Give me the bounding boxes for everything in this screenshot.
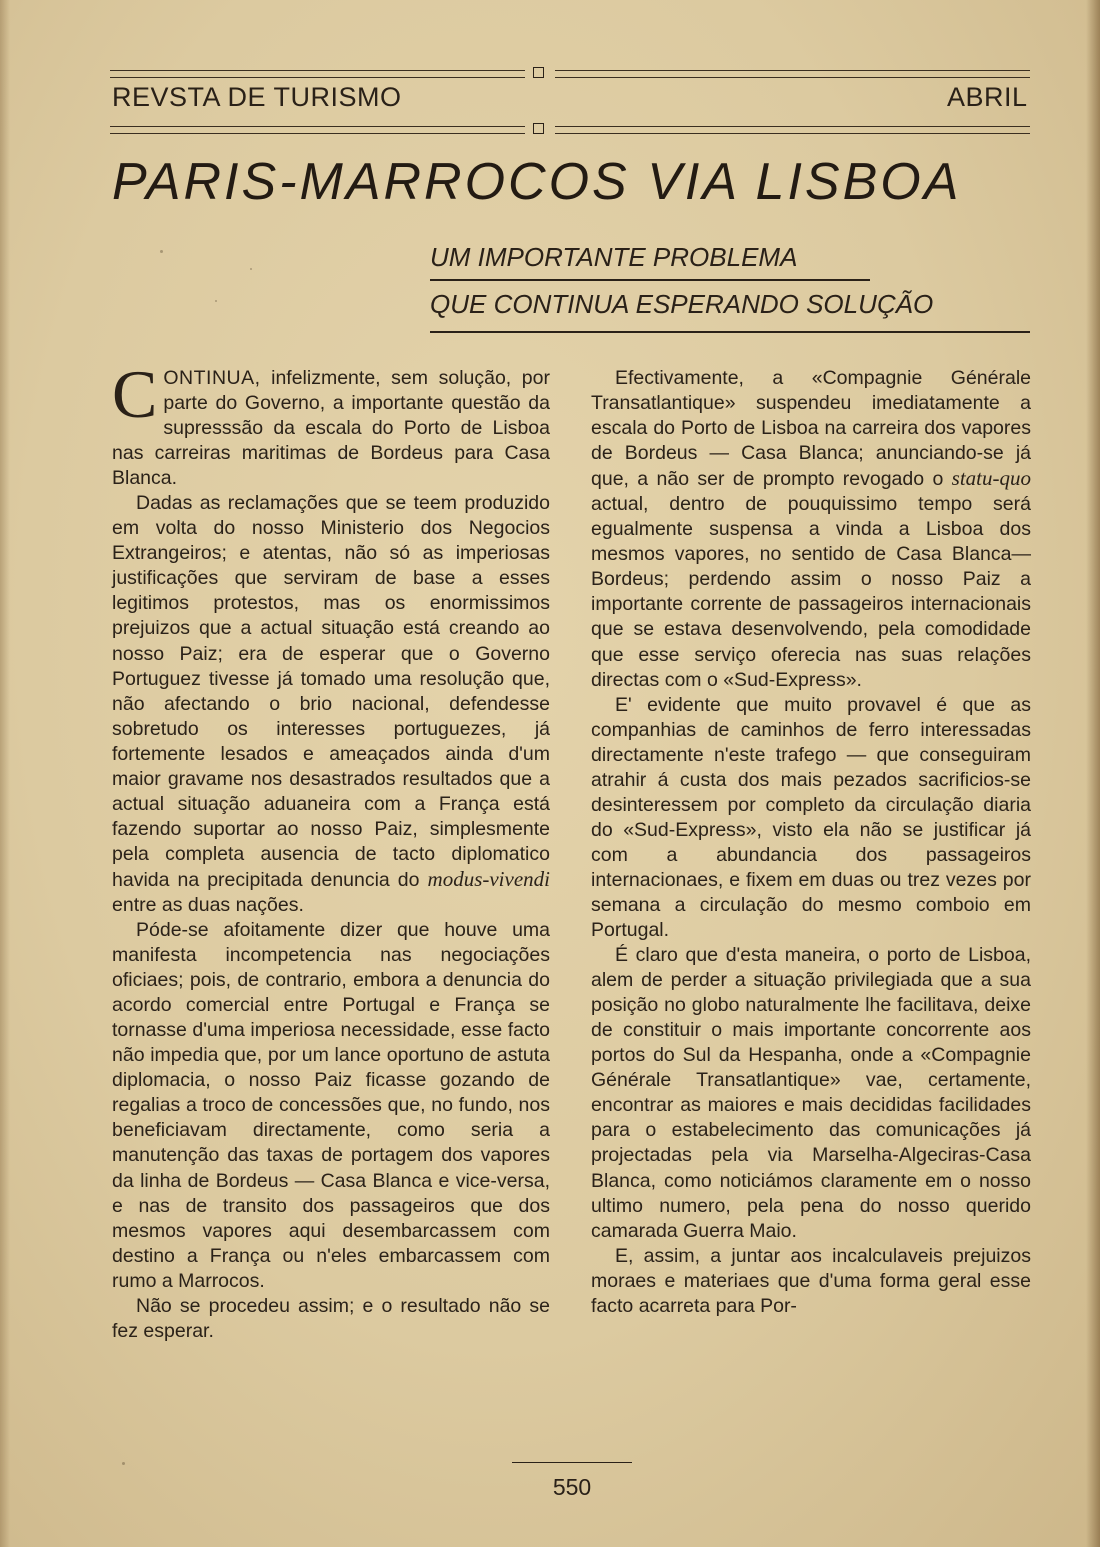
paragraph: Não se procedeu assim; e o resultado não se fez esperar. bbox=[112, 1294, 550, 1342]
paper-speck bbox=[160, 250, 163, 253]
paragraph-text: entre as duas nações. bbox=[112, 893, 304, 916]
paragraph-text: actual, dentro de pouquissimo tempo será egualmente suspensa a vinda a Lisboa dos mesmos vapores, no sentido de Casa Blanca— Bordeus; perdendo assim o nosso Paiz a importante corrente de passageiros internacionais que se estava desenvolvendo, pela comodidade que esse serviço oferecia nas suas relações directas com o «Sud-Express». bbox=[591, 493, 1031, 691]
first-word: ONTINUA, bbox=[163, 367, 261, 389]
article-subtitle-line2: QUE CONTINUA ESPERANDO SOLUÇÃO bbox=[430, 289, 934, 319]
page-edge-shadow-right bbox=[1086, 0, 1100, 1547]
paragraph-text: Dadas as reclamações que se teem produzido em volta do nosso Ministerio dos Negocios Extrangeiros; e atentas, não só as imperiosas justificações que serviram de base a esses legitimos protestos, mas os enormissimos prejuizos que a actual situação está creando ao nosso Paiz; era de esperar que o Governo Portuguez tivesse já tomado uma resolução que, não afectando o brio nacional, defendesse sobretudo os interesses portuguezes, já fortemente lesados e ameaçados ainda d'um maior gravame nos desastrados resultados que a actual situação aduaneira com a França está fazendo suportar ao nosso Paiz, simplesmente pela completa ausencia de tacto diplomatico havida na precipitada denuncia do bbox=[112, 492, 550, 891]
paragraph bbox=[112, 491, 550, 918]
paragraph-text: Efectivamente, a «Compagnie Générale Transatlantique» suspendeu imediatamente a escala do Porto de Lisboa na carreira dos vapores de Bordeus — Casa Blanca; anunciando-se já que, a não ser de prompto revogado o bbox=[591, 367, 1031, 491]
italic-term: modus-vivendi bbox=[427, 866, 550, 891]
paragraph-text: infelizmente, sem solução, por parte do Governo, a importante questão da supresssão da escala do Porto de Lisboa nas carreiras maritimas de Bordeus para Casa Blanca. bbox=[112, 367, 550, 490]
issue-month: ABRIL bbox=[947, 82, 1028, 112]
paragraph: E, assim, a juntar aos incalculaveis prejuizos moraes e materiaes que d'uma forma geral esse facto acarreta para Por- bbox=[591, 1244, 1031, 1317]
paragraph bbox=[591, 366, 1031, 693]
paragraph: Póde-se afoitamente dizer que houve uma manifesta incompetencia nas negociações oficiaes; pois, de contrario, embora a denuncia do acordo comercial entre Portugal e França se tornasse d'uma imperiosa necessidade, esse facto não impedia que, por um lance oportuno de astuta diplomacia, o nosso Paiz ficasse gozando de regalias a troco de concessões que, no fundo, nos beneficiavam directamente, como seria a manutenção das taxas de portagem dos vapores da linha de Bordeus — Casa Blanca e vice-versa, e nas de transito dos passageiros que dos mesmos vapores aqui desembarcassem com destino a França ou n'eles embarcassem com rumo a Marrocos. bbox=[112, 919, 550, 1292]
footer-rule bbox=[512, 1462, 632, 1463]
paragraph: É claro que d'esta maneira, o porto de Lisboa, alem de perder a situação privilegiada que a sua posição no globo naturalmente lhe facilitava, deixe de constituir o mais importante concorrente aos portos do Sul da Hespanha, onde a «Compagnie Générale Transatlantique» vae, certamente, encontrar as maiores e mais decididas facilidades para o estabelecimento das comunicações já projectadas pela via Marselha-Algeciras-Casa Blanca, como noticiámos claramente em o nosso ultimo numero, pela pena do nosso querido camarada Guerra Maio. bbox=[591, 944, 1031, 1242]
right-column bbox=[591, 366, 1031, 1319]
left-column bbox=[112, 356, 550, 1344]
subtitle-rule bbox=[430, 331, 1030, 333]
paper-speck bbox=[250, 268, 252, 270]
paper-speck bbox=[122, 1462, 125, 1465]
magazine-name: REVSTA DE TURISMO bbox=[112, 82, 402, 112]
header-bottom-rule bbox=[110, 124, 1030, 134]
paper-speck bbox=[215, 300, 217, 302]
page-number: 550 bbox=[552, 1474, 592, 1500]
ornament-square-icon bbox=[533, 67, 544, 78]
italic-term: statu-quo bbox=[951, 466, 1031, 491]
paragraph: E' evidente que muito provavel é que as companhias de caminhos de ferro interessadas directamente n'este trafego — que conseguiram atrahir á custa dos mais pezados sacrificios-se desinteressem por completo da circulação diaria do «Sud-Express», visto ela não se justificar já com a abundancia dos passageiros internacionaes, e fixem em duas ou trez vezes por semana a circulação do mesmo comboio em Portugal. bbox=[591, 693, 1031, 942]
drop-cap: C bbox=[112, 356, 158, 432]
article-title: PARIS-MARROCOS VIA LISBOA bbox=[112, 153, 962, 211]
ornament-square-icon bbox=[533, 123, 544, 134]
header-top-rule bbox=[110, 68, 1030, 78]
paragraph bbox=[112, 356, 550, 491]
article-subtitle-line1: UM IMPORTANTE PROBLEMA bbox=[430, 242, 870, 281]
page-edge-shadow-left bbox=[0, 0, 10, 1547]
